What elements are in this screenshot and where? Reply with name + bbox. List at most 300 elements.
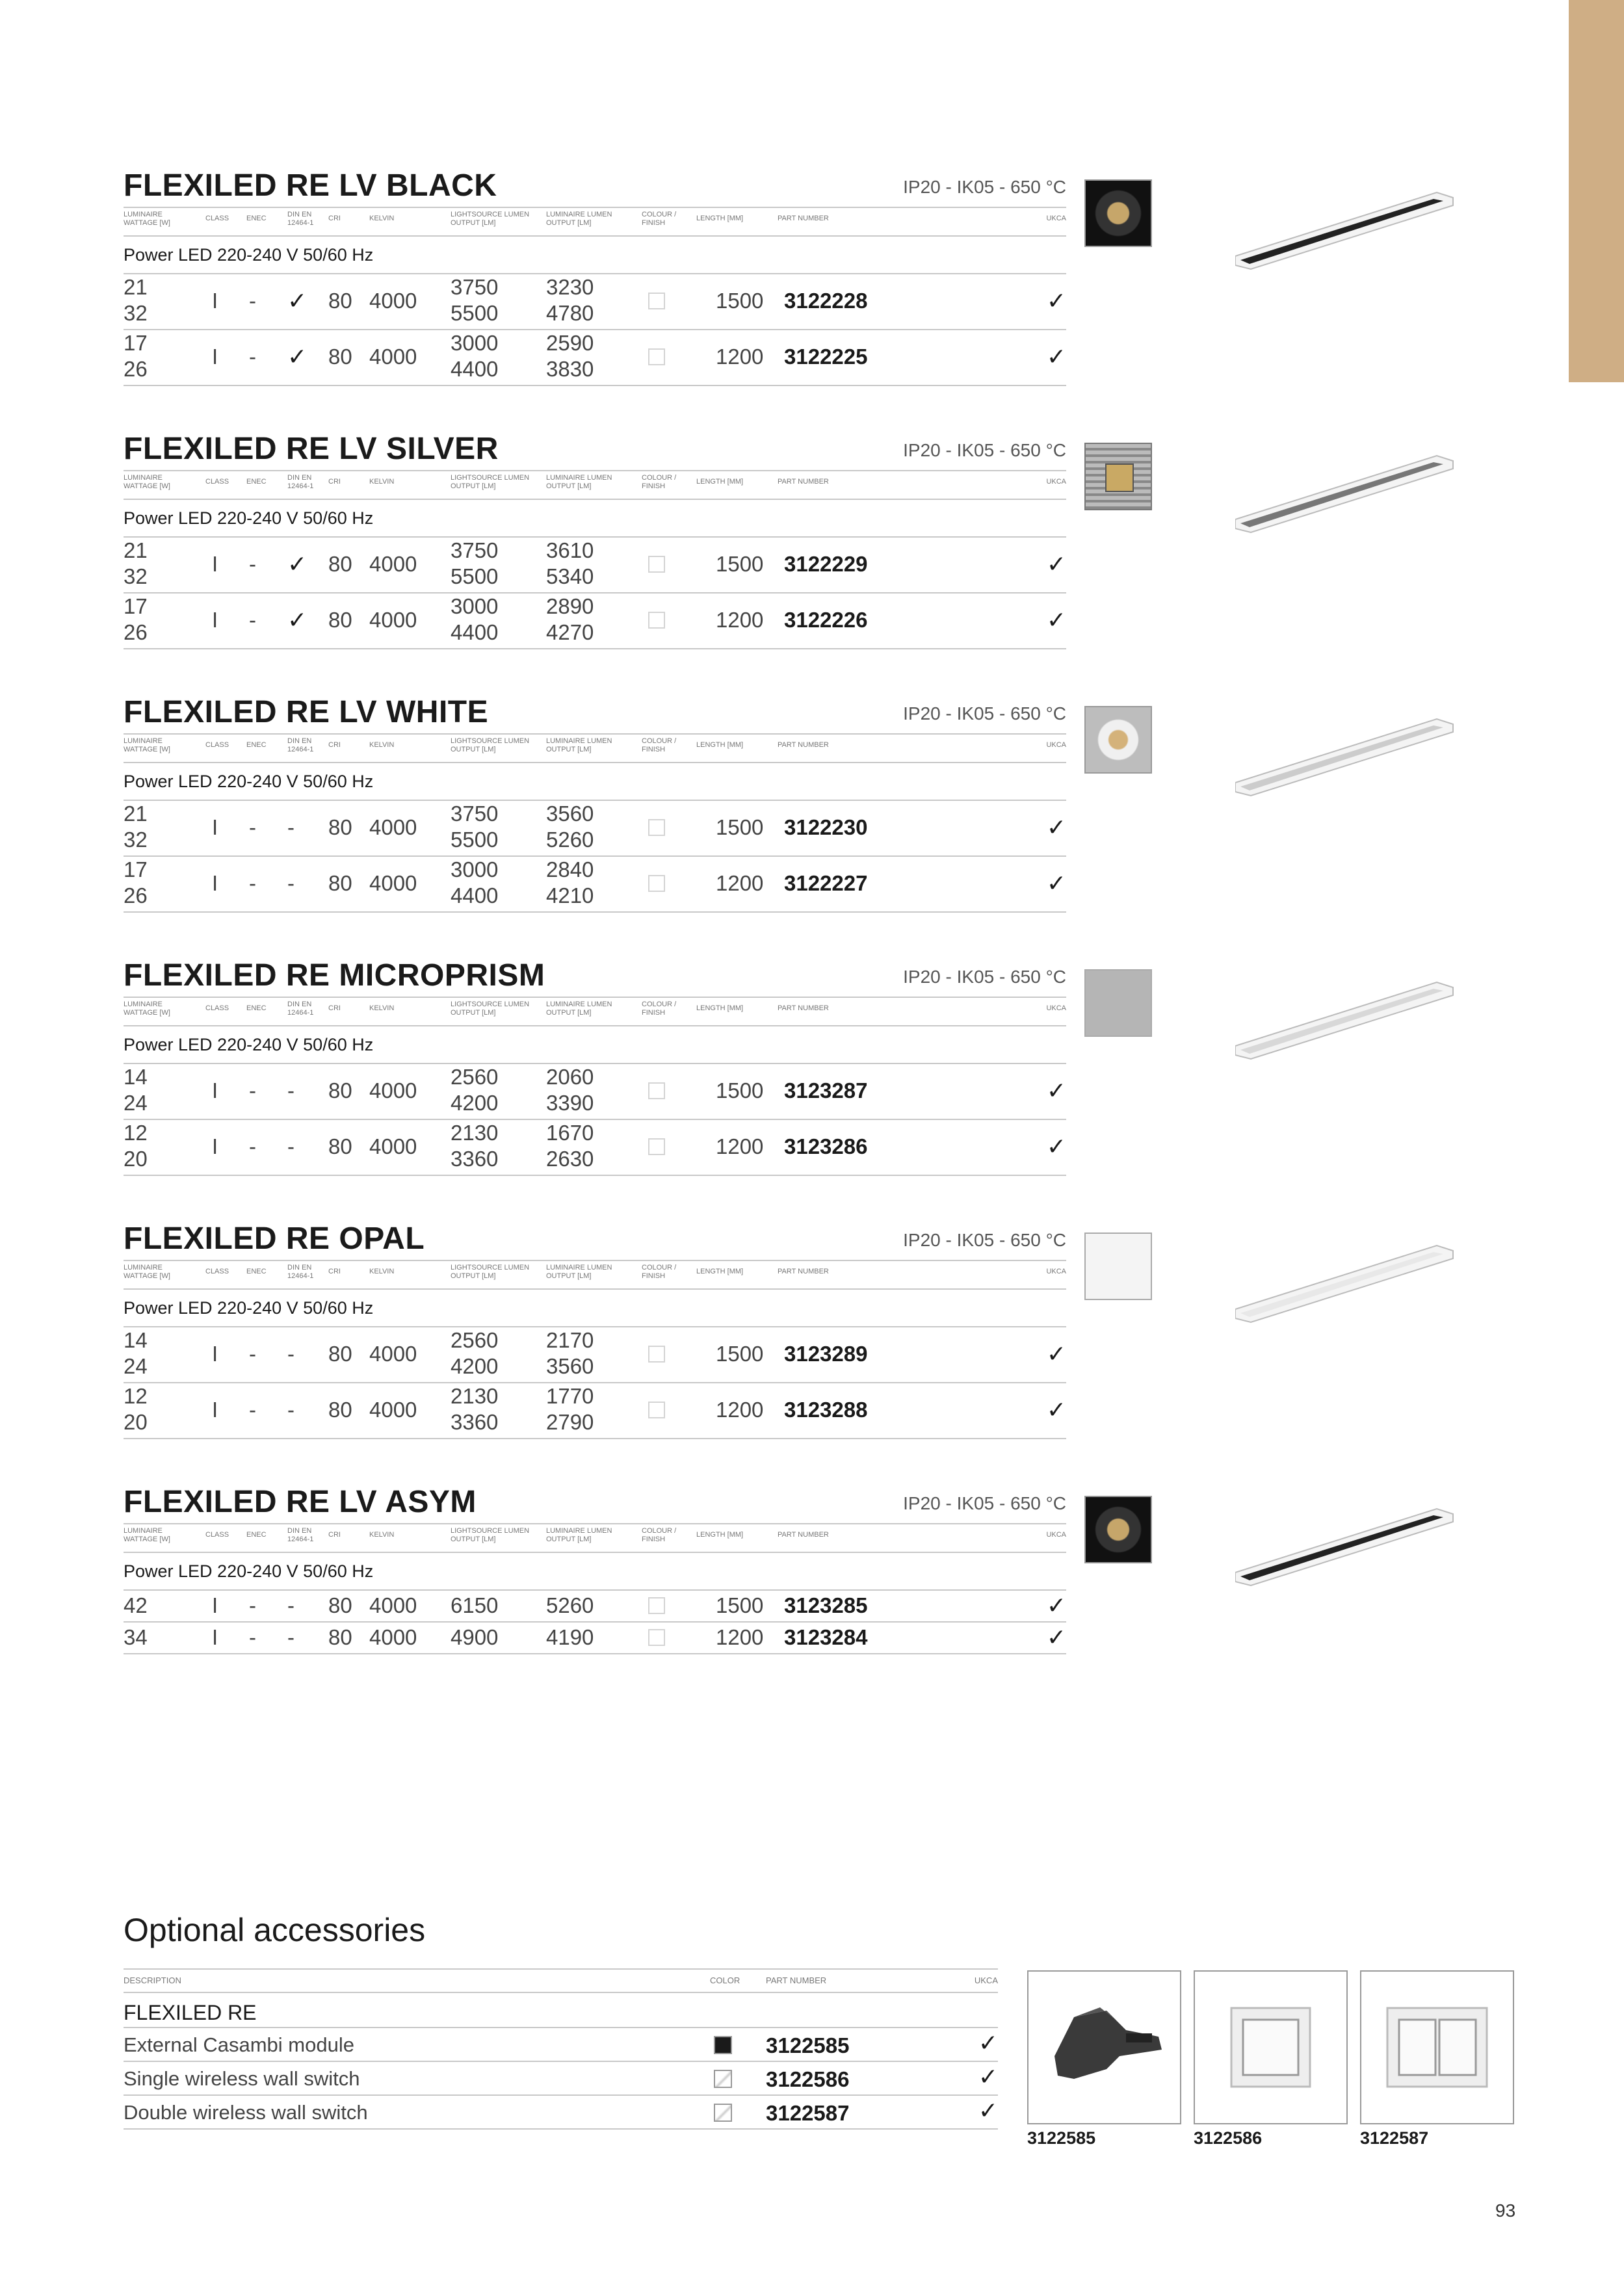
luminaire-icon bbox=[1235, 179, 1456, 270]
product-title: FLEXILED RE LV ASYM bbox=[124, 1485, 477, 1519]
table-row bbox=[124, 801, 1066, 857]
column-header: ENEC bbox=[246, 1531, 267, 1539]
colour-finish-swatch bbox=[648, 612, 665, 629]
wattage-cell: 12 20 bbox=[124, 1121, 148, 1171]
din-cell: ✓ bbox=[287, 551, 308, 577]
finish-swatch-image bbox=[1084, 1496, 1152, 1563]
table-row bbox=[124, 538, 1066, 594]
colour-finish-swatch bbox=[648, 293, 665, 309]
length-cell: 1200 bbox=[716, 608, 764, 632]
column-header: UKCA bbox=[1046, 1268, 1066, 1275]
class-cell: I bbox=[212, 871, 218, 895]
lightsource-lumen-cell: 2560 4200 bbox=[451, 1065, 499, 1115]
lightsource-lumen-cell: 2130 3360 bbox=[451, 1121, 499, 1171]
colour-finish-swatch bbox=[648, 1629, 665, 1646]
accessories-group-title: FLEXILED RE bbox=[124, 2001, 257, 2024]
ukca-check: ✓ bbox=[1046, 814, 1066, 841]
column-header: PART NUMBER bbox=[778, 1004, 829, 1012]
class-cell: I bbox=[212, 345, 218, 369]
product-section bbox=[124, 431, 1066, 649]
part-number-cell: 3123286 bbox=[784, 1134, 868, 1158]
cri-cell: 80 bbox=[328, 871, 352, 895]
power-line: Power LED 220-240 V 50/60 Hz bbox=[124, 763, 1066, 801]
column-header: ENEC bbox=[246, 1268, 267, 1275]
ip-rating: IP20 - IK05 - 650 °C bbox=[903, 440, 1066, 460]
luminaire-lumen-cell: 1670 2630 bbox=[546, 1121, 594, 1171]
wattage-cell: 17 26 bbox=[124, 857, 148, 907]
wattage-cell: 34 bbox=[124, 1625, 148, 1649]
length-cell: 1200 bbox=[716, 1398, 764, 1422]
luminaire-icon bbox=[1235, 969, 1456, 1060]
column-header: LENGTH [MM] bbox=[696, 1531, 744, 1539]
column-header: LIGHTSOURCE LUMEN OUTPUT [LM] bbox=[451, 737, 530, 753]
column-header: LUMINAIRE LUMEN OUTPUT [LM] bbox=[546, 474, 612, 490]
ukca-check: ✓ bbox=[1046, 1624, 1066, 1650]
din-cell: - bbox=[287, 1625, 295, 1649]
lightsource-lumen-cell: 4900 bbox=[451, 1625, 499, 1649]
column-header: ENEC bbox=[246, 741, 267, 749]
ukca-check: ✓ bbox=[978, 2063, 998, 2090]
luminaire-lumen-cell: 2060 3390 bbox=[546, 1065, 594, 1115]
table-header bbox=[124, 470, 1066, 500]
column-header: PART NUMBER bbox=[778, 215, 829, 222]
kelvin-cell: 4000 bbox=[369, 289, 417, 313]
column-header: KELVIN bbox=[369, 1531, 395, 1539]
lightsource-lumen-cell: 3750 5500 bbox=[451, 802, 499, 852]
column-header: LENGTH [MM] bbox=[696, 1268, 744, 1275]
wattage-cell: 17 26 bbox=[124, 331, 148, 381]
luminaire-lumen-cell: 5260 bbox=[546, 1593, 594, 1617]
kelvin-cell: 4000 bbox=[369, 345, 417, 369]
lightsource-lumen-cell: 6150 bbox=[451, 1593, 499, 1617]
section-header bbox=[124, 958, 1066, 997]
luminaire-icon bbox=[1235, 1233, 1456, 1324]
ip-rating: IP20 - IK05 - 650 °C bbox=[903, 1230, 1066, 1250]
column-header: LIGHTSOURCE LUMEN OUTPUT [LM] bbox=[451, 211, 530, 227]
wattage-cell: 17 26 bbox=[124, 594, 148, 644]
din-cell: ✓ bbox=[287, 607, 308, 633]
table-row bbox=[124, 274, 1066, 330]
luminaire-lumen-cell: 3230 4780 bbox=[546, 275, 594, 325]
column-header: COLOUR / FINISH bbox=[642, 1527, 677, 1543]
cri-cell: 80 bbox=[328, 552, 352, 576]
column-header: KELVIN bbox=[369, 1268, 395, 1275]
din-cell: - bbox=[287, 815, 295, 839]
header-part-number: PART NUMBER bbox=[766, 1976, 827, 1985]
column-header: COLOUR / FINISH bbox=[642, 737, 677, 753]
luminaire-lumen-cell: 3560 5260 bbox=[546, 802, 594, 852]
column-header: LUMINAIRE WATTAGE [W] bbox=[124, 1264, 170, 1280]
accessory-row bbox=[124, 2027, 998, 2061]
luminaire-image bbox=[1235, 1496, 1456, 1587]
length-cell: 1500 bbox=[716, 552, 764, 576]
column-header: LUMINAIRE WATTAGE [W] bbox=[124, 737, 170, 753]
accessory-color-swatch bbox=[714, 2070, 732, 2088]
din-cell: - bbox=[287, 1342, 295, 1366]
lightsource-lumen-cell: 3750 5500 bbox=[451, 275, 499, 325]
accessories-list bbox=[124, 2027, 998, 2130]
enec-cell: - bbox=[249, 1398, 256, 1422]
colour-finish-swatch bbox=[648, 556, 665, 573]
lightsource-lumen-cell: 2560 4200 bbox=[451, 1328, 499, 1378]
column-header: LUMINAIRE WATTAGE [W] bbox=[124, 1000, 170, 1017]
column-header: CRI bbox=[328, 1268, 341, 1275]
cri-cell: 80 bbox=[328, 1342, 352, 1366]
column-header: LENGTH [MM] bbox=[696, 1004, 744, 1012]
column-header: ENEC bbox=[246, 478, 267, 486]
luminaire-lumen-cell: 2590 3830 bbox=[546, 331, 594, 381]
length-cell: 1500 bbox=[716, 1078, 764, 1102]
ukca-check: ✓ bbox=[1046, 1396, 1066, 1423]
wattage-cell: 14 24 bbox=[124, 1328, 148, 1378]
column-header: ENEC bbox=[246, 215, 267, 222]
colour-finish-swatch bbox=[648, 1346, 665, 1363]
part-number-cell: 3123285 bbox=[784, 1593, 868, 1617]
wattage-cell: 42 bbox=[124, 1593, 148, 1617]
double-switch-icon bbox=[1361, 1972, 1513, 2123]
part-number-cell: 3123288 bbox=[784, 1398, 868, 1422]
page-number: 93 bbox=[1495, 2200, 1516, 2221]
product-section bbox=[124, 1221, 1066, 1439]
accessory-part-number: 3122587 bbox=[766, 2101, 850, 2125]
accessory-row bbox=[124, 2094, 998, 2130]
table-row bbox=[124, 1623, 1066, 1654]
column-header: DIN EN 12464-1 bbox=[287, 1264, 314, 1280]
accessory-part-number: 3122586 bbox=[766, 2067, 850, 2091]
part-number-cell: 3122225 bbox=[784, 345, 868, 369]
lightsource-lumen-cell: 3000 4400 bbox=[451, 331, 499, 381]
din-cell: - bbox=[287, 1398, 295, 1422]
class-cell: I bbox=[212, 1398, 218, 1422]
cri-cell: 80 bbox=[328, 1078, 352, 1102]
section-header bbox=[124, 1221, 1066, 1260]
power-line: Power LED 220-240 V 50/60 Hz bbox=[124, 237, 1066, 274]
enec-cell: - bbox=[249, 1078, 256, 1102]
accessories-header bbox=[124, 1968, 998, 1993]
length-cell: 1200 bbox=[716, 1625, 764, 1649]
image-caption: 3122587 bbox=[1360, 2128, 1429, 2148]
column-header: CLASS bbox=[205, 478, 229, 486]
column-header: DIN EN 12464-1 bbox=[287, 1527, 314, 1543]
column-header: CLASS bbox=[205, 1268, 229, 1275]
column-header: LUMINAIRE WATTAGE [W] bbox=[124, 1527, 170, 1543]
luminaire-icon bbox=[1235, 706, 1456, 797]
column-header: COLOUR / FINISH bbox=[642, 1000, 677, 1017]
column-header: ENEC bbox=[246, 1004, 267, 1012]
column-header: KELVIN bbox=[369, 741, 395, 749]
cri-cell: 80 bbox=[328, 1593, 352, 1617]
kelvin-cell: 4000 bbox=[369, 815, 417, 839]
class-cell: I bbox=[212, 608, 218, 632]
column-header: UKCA bbox=[1046, 215, 1066, 222]
din-cell: - bbox=[287, 871, 295, 895]
din-cell: - bbox=[287, 1078, 295, 1102]
length-cell: 1200 bbox=[716, 345, 764, 369]
enec-cell: - bbox=[249, 1342, 256, 1366]
kelvin-cell: 4000 bbox=[369, 871, 417, 895]
column-header: CLASS bbox=[205, 1531, 229, 1539]
column-header: CRI bbox=[328, 215, 341, 222]
enec-cell: - bbox=[249, 289, 256, 313]
kelvin-cell: 4000 bbox=[369, 608, 417, 632]
casambi-module-icon bbox=[1028, 1972, 1180, 2123]
colour-finish-swatch bbox=[648, 1597, 665, 1614]
wattage-cell: 21 32 bbox=[124, 275, 148, 325]
colour-finish-swatch bbox=[648, 348, 665, 365]
class-cell: I bbox=[212, 1342, 218, 1366]
finish-swatch-image bbox=[1084, 1233, 1152, 1300]
luminaire-icon bbox=[1235, 443, 1456, 534]
part-number-cell: 3123289 bbox=[784, 1342, 868, 1366]
section-header bbox=[124, 1484, 1066, 1523]
lightsource-lumen-cell: 3000 4400 bbox=[451, 594, 499, 644]
image-caption: 3122585 bbox=[1027, 2128, 1096, 2148]
table-row bbox=[124, 594, 1066, 649]
finish-swatch-image bbox=[1084, 443, 1152, 510]
ukca-check: ✓ bbox=[1046, 1592, 1066, 1619]
column-header: LENGTH [MM] bbox=[696, 478, 744, 486]
column-header: LENGTH [MM] bbox=[696, 741, 744, 749]
table-row bbox=[124, 1064, 1066, 1120]
table-row bbox=[124, 857, 1066, 913]
column-header: CLASS bbox=[205, 741, 229, 749]
casambi-module-image bbox=[1027, 1970, 1181, 2124]
kelvin-cell: 4000 bbox=[369, 1398, 417, 1422]
table-header bbox=[124, 207, 1066, 237]
column-header: UKCA bbox=[1046, 1004, 1066, 1012]
luminaire-image bbox=[1235, 1233, 1456, 1324]
enec-cell: - bbox=[249, 815, 256, 839]
lightsource-lumen-cell: 2130 3360 bbox=[451, 1384, 499, 1434]
luminaire-lumen-cell: 2890 4270 bbox=[546, 594, 594, 644]
ukca-check: ✓ bbox=[1046, 343, 1066, 370]
cri-cell: 80 bbox=[328, 289, 352, 313]
wattage-cell: 21 32 bbox=[124, 538, 148, 588]
accessory-row bbox=[124, 2061, 998, 2094]
column-header: LUMINAIRE WATTAGE [W] bbox=[124, 211, 170, 227]
accessory-color-swatch bbox=[714, 2104, 732, 2122]
column-header: KELVIN bbox=[369, 1004, 395, 1012]
power-line: Power LED 220-240 V 50/60 Hz bbox=[124, 1553, 1066, 1591]
product-title: FLEXILED RE LV WHITE bbox=[124, 695, 489, 729]
wattage-cell: 21 32 bbox=[124, 802, 148, 852]
part-number-cell: 3122229 bbox=[784, 552, 868, 576]
product-title: FLEXILED RE MICROPRISM bbox=[124, 958, 545, 993]
enec-cell: - bbox=[249, 1593, 256, 1617]
part-number-cell: 3122230 bbox=[784, 815, 868, 839]
enec-cell: - bbox=[249, 871, 256, 895]
kelvin-cell: 4000 bbox=[369, 1342, 417, 1366]
cri-cell: 80 bbox=[328, 608, 352, 632]
length-cell: 1500 bbox=[716, 289, 764, 313]
header-ukca: UKCA bbox=[974, 1976, 998, 1985]
finish-swatch-image bbox=[1084, 706, 1152, 774]
section-header bbox=[124, 694, 1066, 733]
ukca-check: ✓ bbox=[1046, 551, 1066, 577]
product-section bbox=[124, 1484, 1066, 1654]
class-cell: I bbox=[212, 1625, 218, 1649]
table-row bbox=[124, 1120, 1066, 1176]
column-header: CLASS bbox=[205, 215, 229, 222]
column-header: UKCA bbox=[1046, 741, 1066, 749]
table-row bbox=[124, 1327, 1066, 1383]
enec-cell: - bbox=[249, 552, 256, 576]
kelvin-cell: 4000 bbox=[369, 1078, 417, 1102]
class-cell: I bbox=[212, 289, 218, 313]
table-row bbox=[124, 1383, 1066, 1439]
table-header bbox=[124, 1523, 1066, 1553]
accessory-description: Single wireless wall switch bbox=[124, 2067, 360, 2090]
product-section bbox=[124, 694, 1066, 913]
column-header: DIN EN 12464-1 bbox=[287, 1000, 314, 1017]
cri-cell: 80 bbox=[328, 345, 352, 369]
column-header: DIN EN 12464-1 bbox=[287, 474, 314, 490]
table-header bbox=[124, 1260, 1066, 1290]
column-header: COLOUR / FINISH bbox=[642, 1264, 677, 1280]
column-header: CRI bbox=[328, 1004, 341, 1012]
luminaire-icon bbox=[1235, 1496, 1456, 1587]
column-header: KELVIN bbox=[369, 215, 395, 222]
ukca-check: ✓ bbox=[1046, 1077, 1066, 1104]
cri-cell: 80 bbox=[328, 1134, 352, 1158]
ip-rating: IP20 - IK05 - 650 °C bbox=[903, 177, 1066, 197]
din-cell: - bbox=[287, 1134, 295, 1158]
header-description: DESCRIPTION bbox=[124, 1976, 181, 1985]
class-cell: I bbox=[212, 1078, 218, 1102]
column-header: DIN EN 12464-1 bbox=[287, 737, 314, 753]
column-header: LIGHTSOURCE LUMEN OUTPUT [LM] bbox=[451, 1000, 530, 1017]
luminaire-lumen-cell: 3610 5340 bbox=[546, 538, 594, 588]
column-header: PART NUMBER bbox=[778, 1268, 829, 1275]
section-header bbox=[124, 168, 1066, 207]
single-switch-icon bbox=[1195, 1972, 1346, 2123]
accessories-title: Optional accessories bbox=[124, 1912, 426, 1948]
column-header: LIGHTSOURCE LUMEN OUTPUT [LM] bbox=[451, 1527, 530, 1543]
colour-finish-swatch bbox=[648, 875, 665, 892]
table-header bbox=[124, 733, 1066, 763]
column-header: CLASS bbox=[205, 1004, 229, 1012]
din-cell: - bbox=[287, 1593, 295, 1617]
length-cell: 1500 bbox=[716, 1342, 764, 1366]
ukca-check: ✓ bbox=[1046, 870, 1066, 896]
column-header: KELVIN bbox=[369, 478, 395, 486]
cri-cell: 80 bbox=[328, 815, 352, 839]
product-title: FLEXILED RE OPAL bbox=[124, 1221, 425, 1256]
ukca-check: ✓ bbox=[1046, 1340, 1066, 1367]
cri-cell: 80 bbox=[328, 1398, 352, 1422]
class-cell: I bbox=[212, 815, 218, 839]
column-header: UKCA bbox=[1046, 1531, 1066, 1539]
column-header: LUMINAIRE LUMEN OUTPUT [LM] bbox=[546, 211, 612, 227]
single-switch-image bbox=[1194, 1970, 1348, 2124]
column-header: CRI bbox=[328, 1531, 341, 1539]
accessory-part-number: 3122585 bbox=[766, 2033, 850, 2057]
column-header: UKCA bbox=[1046, 478, 1066, 486]
length-cell: 1500 bbox=[716, 815, 764, 839]
power-line: Power LED 220-240 V 50/60 Hz bbox=[124, 1026, 1066, 1064]
length-cell: 1200 bbox=[716, 871, 764, 895]
length-cell: 1200 bbox=[716, 1134, 764, 1158]
column-header: LIGHTSOURCE LUMEN OUTPUT [LM] bbox=[451, 1264, 530, 1280]
optional-accessories bbox=[124, 1911, 998, 2130]
wattage-cell: 14 24 bbox=[124, 1065, 148, 1115]
part-number-cell: 3123284 bbox=[784, 1625, 868, 1649]
wattage-cell: 12 20 bbox=[124, 1384, 148, 1434]
part-number-cell: 3122228 bbox=[784, 289, 868, 313]
luminaire-lumen-cell: 2840 4210 bbox=[546, 857, 594, 907]
section-tab bbox=[1569, 0, 1624, 382]
column-header: LENGTH [MM] bbox=[696, 215, 744, 222]
column-header: CRI bbox=[328, 478, 341, 486]
finish-swatch-image bbox=[1084, 179, 1152, 247]
ip-rating: IP20 - IK05 - 650 °C bbox=[903, 703, 1066, 724]
enec-cell: - bbox=[249, 345, 256, 369]
column-header: PART NUMBER bbox=[778, 478, 829, 486]
luminaire-image bbox=[1235, 443, 1456, 534]
luminaire-lumen-cell: 4190 bbox=[546, 1625, 594, 1649]
finish-swatch-image bbox=[1084, 969, 1152, 1037]
double-switch-image bbox=[1360, 1970, 1514, 2124]
column-header: LIGHTSOURCE LUMEN OUTPUT [LM] bbox=[451, 474, 530, 490]
ukca-check: ✓ bbox=[1046, 607, 1066, 633]
power-line: Power LED 220-240 V 50/60 Hz bbox=[124, 500, 1066, 538]
column-header: PART NUMBER bbox=[778, 1531, 829, 1539]
accessory-description: Double wireless wall switch bbox=[124, 2101, 368, 2124]
ukca-check: ✓ bbox=[978, 2097, 998, 2124]
ukca-check: ✓ bbox=[978, 2029, 998, 2056]
column-header: DIN EN 12464-1 bbox=[287, 211, 314, 227]
column-header: COLOUR / FINISH bbox=[642, 474, 677, 490]
ip-rating: IP20 - IK05 - 650 °C bbox=[903, 967, 1066, 987]
enec-cell: - bbox=[249, 608, 256, 632]
column-header: PART NUMBER bbox=[778, 741, 829, 749]
kelvin-cell: 4000 bbox=[369, 1134, 417, 1158]
ukca-check: ✓ bbox=[1046, 1133, 1066, 1160]
class-cell: I bbox=[212, 552, 218, 576]
table-header bbox=[124, 997, 1066, 1026]
column-header: LUMINAIRE WATTAGE [W] bbox=[124, 474, 170, 490]
luminaire-lumen-cell: 2170 3560 bbox=[546, 1328, 594, 1378]
kelvin-cell: 4000 bbox=[369, 1625, 417, 1649]
colour-finish-swatch bbox=[648, 1402, 665, 1418]
kelvin-cell: 4000 bbox=[369, 1593, 417, 1617]
ip-rating: IP20 - IK05 - 650 °C bbox=[903, 1493, 1066, 1513]
din-cell: ✓ bbox=[287, 343, 308, 370]
cri-cell: 80 bbox=[328, 1625, 352, 1649]
kelvin-cell: 4000 bbox=[369, 552, 417, 576]
product-title: FLEXILED RE LV BLACK bbox=[124, 168, 497, 203]
product-section bbox=[124, 958, 1066, 1176]
column-header: LUMINAIRE LUMEN OUTPUT [LM] bbox=[546, 1264, 612, 1280]
lightsource-lumen-cell: 3000 4400 bbox=[451, 857, 499, 907]
product-title: FLEXILED RE LV SILVER bbox=[124, 432, 499, 466]
table-row bbox=[124, 1591, 1066, 1623]
lightsource-lumen-cell: 3750 5500 bbox=[451, 538, 499, 588]
length-cell: 1500 bbox=[716, 1593, 764, 1617]
product-section bbox=[124, 168, 1066, 386]
column-header: LUMINAIRE LUMEN OUTPUT [LM] bbox=[546, 1527, 612, 1543]
ukca-check: ✓ bbox=[1046, 287, 1066, 314]
header-color: COLOR bbox=[710, 1976, 740, 1985]
column-header: LUMINAIRE LUMEN OUTPUT [LM] bbox=[546, 737, 612, 753]
part-number-cell: 3122226 bbox=[784, 608, 868, 632]
accessory-color-swatch bbox=[714, 2036, 732, 2054]
din-cell: ✓ bbox=[287, 287, 308, 314]
colour-finish-swatch bbox=[648, 1082, 665, 1099]
colour-finish-swatch bbox=[648, 1138, 665, 1155]
class-cell: I bbox=[212, 1593, 218, 1617]
class-cell: I bbox=[212, 1134, 218, 1158]
